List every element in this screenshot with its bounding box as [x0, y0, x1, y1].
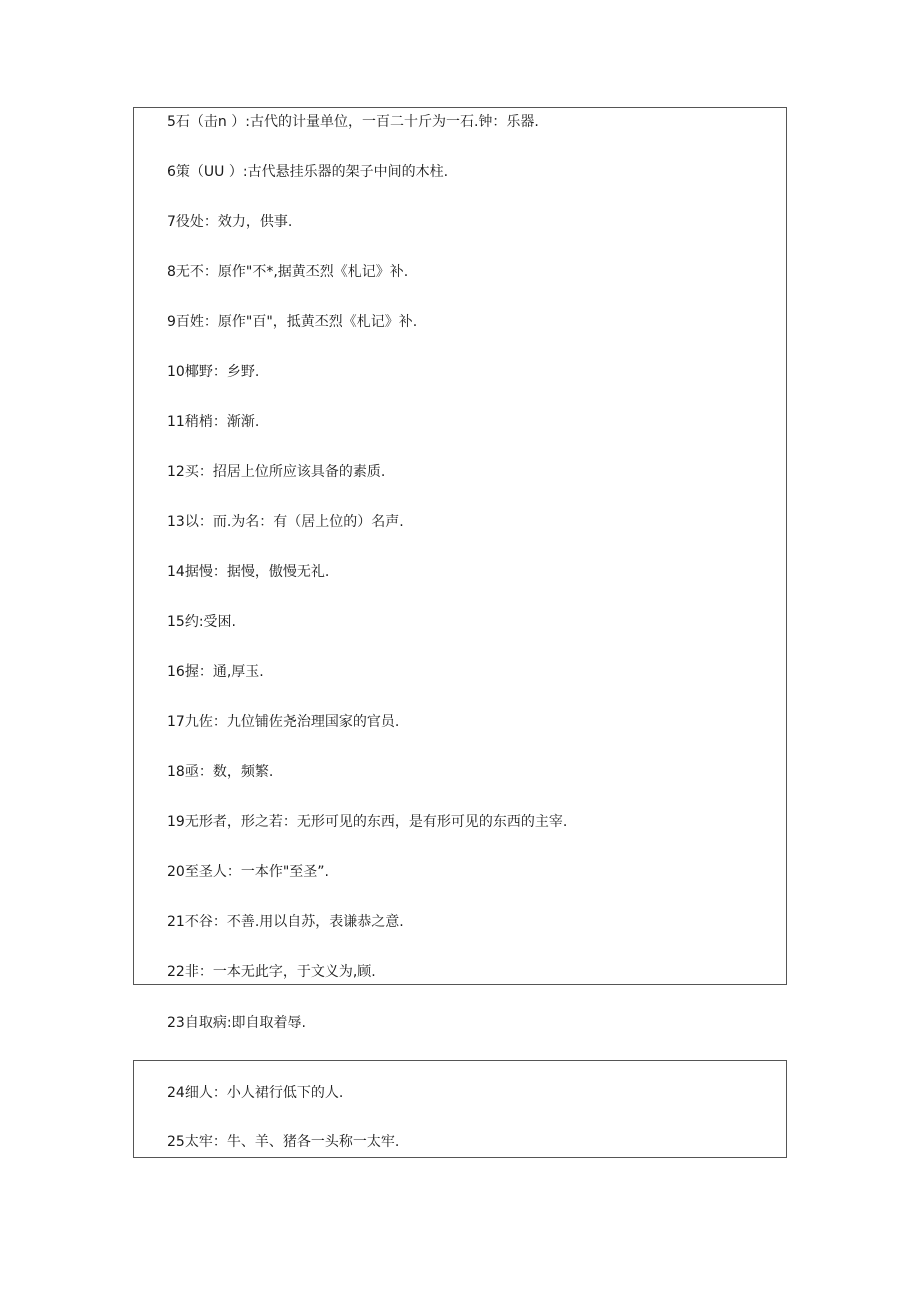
note-line: 18亟：数，频繁.: [167, 764, 274, 780]
standalone-note-line: 23自取病:即自取着辱.: [167, 1015, 306, 1031]
note-line: 16握：通,厚玉.: [167, 664, 264, 680]
note-line: 9百姓：原作"百"，抵黄丕烈《札记》补.: [167, 314, 418, 330]
note-line: 11稍梢：渐渐.: [167, 414, 260, 430]
notes-box-top: [133, 107, 787, 985]
note-line: 20至圣人：一本作"至圣”.: [167, 864, 329, 880]
note-line: 10椰野：乡野.: [167, 364, 260, 380]
note-line: 5石（击n ）:古代的计量单位，一百二十斤为一石.钟：乐器.: [167, 114, 539, 130]
note-line: 22非：一本无此字，于文义为,顾.: [167, 964, 376, 980]
note-line: 21不谷：不善.用以自苏，表谦恭之意.: [167, 914, 404, 930]
note-line: 7役处：效力，供事.: [167, 214, 293, 230]
note-line: 17九佐：九位铺佐尧治理国家的官员.: [167, 714, 400, 730]
note-line: 25太牢：牛、羊、猪各一头称一太牢.: [167, 1134, 400, 1150]
note-line: 13以：而.为名：有（居上位的）名声.: [167, 514, 404, 530]
note-line: 6策（UU ）:古代悬挂乐器的架子中间的木柱.: [167, 164, 449, 180]
note-line: 19无形者，形之若：无形可见的东西，是有形可见的东西的主宰.: [167, 814, 568, 830]
note-line: 12买：招居上位所应该具备的素质.: [167, 464, 386, 480]
note-line: 14据慢：据慢，傲慢无礼.: [167, 564, 330, 580]
note-line: 8无不：原作"不*,据黄丕烈《札记》补.: [167, 264, 409, 280]
note-line: 24细人：小人裙行低下的人.: [167, 1085, 344, 1101]
note-line: 15约:受困.: [167, 614, 236, 630]
